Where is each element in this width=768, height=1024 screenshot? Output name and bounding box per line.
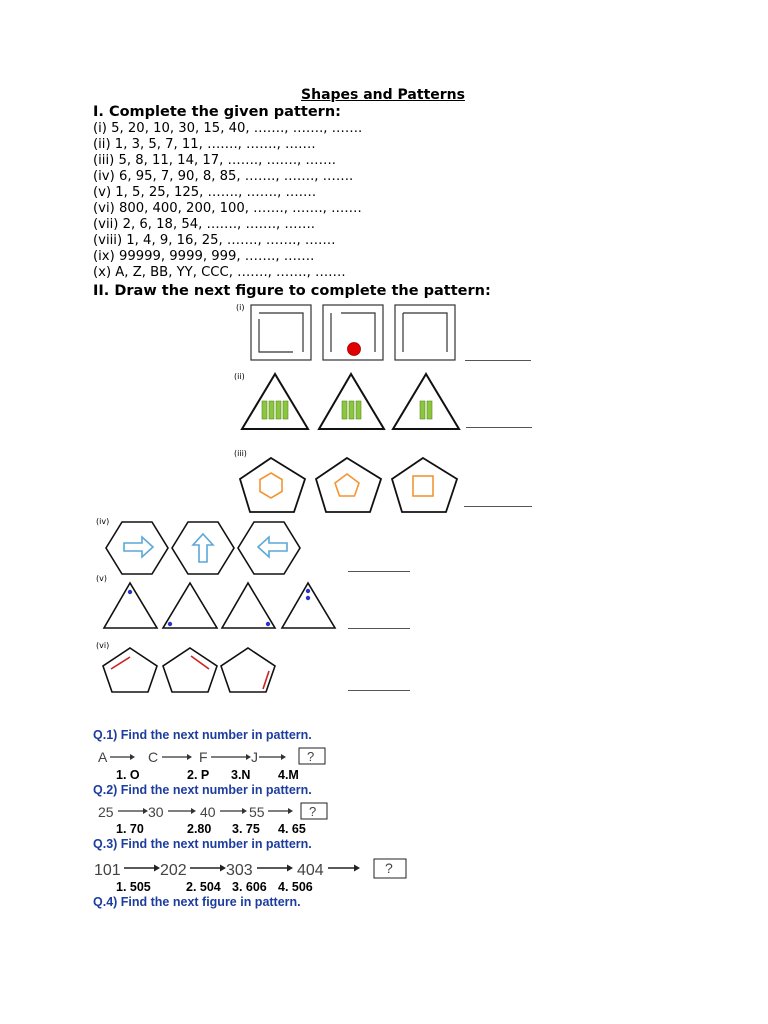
q1-seq-item: A — [98, 749, 108, 765]
page-title: Shapes and Patterns — [301, 87, 465, 103]
triangle-dot-figure-1 — [104, 583, 157, 628]
q1-seq-item: F — [199, 749, 208, 765]
figure-label-v: (v) — [96, 574, 107, 583]
question-1: Q.1) Find the next number in pattern. — [93, 728, 312, 742]
pentagon-line-figure-3 — [221, 648, 275, 692]
pattern-line-10: (x) A, Z, BB, YY, CCC, ……., ……., ……. — [93, 265, 346, 280]
figure-row-vi — [100, 643, 285, 695]
question-3: Q.3) Find the next number in pattern. — [93, 837, 312, 851]
blue-dot — [266, 622, 270, 626]
q1-sequence — [96, 746, 336, 768]
pattern-line-2: (ii) 1, 3, 5, 7, 11, ……., ……., ……. — [93, 137, 316, 152]
q2-option-2[interactable]: 2.80 — [187, 822, 212, 836]
pattern-line-4: (iv) 6, 95, 7, 90, 8, 85, ……., ……., ……. — [93, 169, 354, 184]
figure-row-v — [100, 578, 345, 634]
q2-seq-item: 55 — [249, 804, 265, 820]
figure-label-ii: (ii) — [234, 372, 245, 381]
figure-label-iii: (iii) — [234, 449, 247, 458]
q2-option-4[interactable]: 4. 65 — [278, 822, 306, 836]
figure-row-i — [230, 298, 530, 368]
q3-seq-item: 202 — [160, 862, 187, 879]
square-figure-1 — [251, 305, 311, 360]
q3-option-1[interactable]: 1. 505 — [116, 880, 151, 894]
q1-option-2[interactable]: 2. P — [187, 768, 210, 782]
q1-box-mark: ? — [307, 749, 315, 764]
section-2-heading: II. Draw the next figure to complete the pattern: — [93, 283, 491, 299]
q3-seq-item: 303 — [226, 862, 253, 879]
question-2: Q.2) Find the next number in pattern. — [93, 783, 312, 797]
q2-seq-item: 40 — [200, 804, 216, 820]
section-1-heading: I. Complete the given pattern: — [93, 104, 341, 120]
q2-sequence — [96, 801, 336, 823]
red-dot — [348, 343, 361, 356]
q2-option-1[interactable]: 1. 70 — [116, 822, 144, 836]
answer-line-i — [465, 360, 531, 361]
answer-line-iii — [464, 506, 532, 507]
figure-label-vi: (vi) — [96, 641, 110, 650]
q1-seq-item: C — [148, 749, 159, 765]
q3-seq-item: 101 — [94, 862, 121, 879]
pentagon-figure-3 — [392, 458, 457, 512]
hexagon-figure-1 — [106, 522, 168, 574]
pattern-line-9: (ix) 99999, 9999, 999, ……., ……. — [93, 249, 315, 264]
q3-option-2[interactable]: 2. 504 — [186, 880, 221, 894]
triangle-figure-1 — [242, 374, 308, 429]
pentagon-line-figure-2 — [163, 648, 217, 692]
pentagon-figure-1 — [240, 458, 305, 512]
q2-seq-item: 30 — [148, 804, 164, 820]
pentagon-figure-2 — [316, 458, 381, 512]
q2-option-3[interactable]: 3. 75 — [232, 822, 260, 836]
pattern-line-3: (iii) 5, 8, 11, 14, 17, ……., ……., ……. — [93, 153, 336, 168]
figure-label-iv: (iv) — [96, 517, 110, 526]
triangle-dot-figure-2 — [163, 583, 217, 628]
blue-dot — [306, 589, 310, 593]
blue-dot — [128, 590, 132, 594]
square-figure-3 — [395, 305, 455, 360]
q3-box-mark: ? — [385, 860, 393, 876]
blue-dot — [168, 622, 172, 626]
q3-seq-item: 404 — [297, 862, 324, 879]
pattern-line-8: (viii) 1, 4, 9, 16, 25, ……., ……., ……. — [93, 233, 336, 248]
q1-option-3[interactable]: 3.N — [231, 768, 251, 782]
q2-box-mark: ? — [309, 804, 317, 819]
q1-option-4[interactable]: 4.M — [278, 768, 299, 782]
q2-seq-item: 25 — [98, 804, 114, 820]
pattern-line-1: (i) 5, 20, 10, 30, 15, 40, ……., ……., ……. — [93, 121, 363, 136]
q3-sequence — [92, 856, 412, 882]
square-figure-2 — [323, 305, 383, 360]
pattern-line-7: (vii) 2, 6, 18, 54, ……., ……., ……. — [93, 217, 315, 232]
answer-line-iv — [348, 571, 410, 572]
hexagon-figure-3 — [238, 522, 300, 574]
pattern-line-6: (vi) 800, 400, 200, 100, ……., ……., ……. — [93, 201, 362, 216]
pentagon-line-figure-1 — [103, 648, 157, 692]
triangle-dot-figure-4 — [282, 583, 335, 628]
answer-line-v — [348, 628, 410, 629]
figure-label-i: (i) — [236, 303, 245, 312]
answer-line-vi — [348, 690, 410, 691]
q3-option-4[interactable]: 4. 506 — [278, 880, 313, 894]
question-4: Q.4) Find the next figure in pattern. — [93, 895, 301, 909]
pattern-line-5: (v) 1, 5, 25, 125, ……., ……., ……. — [93, 185, 317, 200]
figure-row-iv — [100, 518, 315, 580]
blue-dot — [306, 596, 310, 600]
answer-line-ii — [466, 427, 532, 428]
triangle-dot-figure-3 — [222, 583, 275, 628]
triangle-figure-3 — [393, 374, 459, 429]
q3-option-3[interactable]: 3. 606 — [232, 880, 267, 894]
q1-seq-item: J — [251, 749, 258, 765]
figure-row-ii — [230, 368, 540, 436]
q1-option-1[interactable]: 1. O — [116, 768, 140, 782]
hexagon-figure-2 — [172, 522, 234, 574]
triangle-figure-2 — [319, 374, 384, 429]
